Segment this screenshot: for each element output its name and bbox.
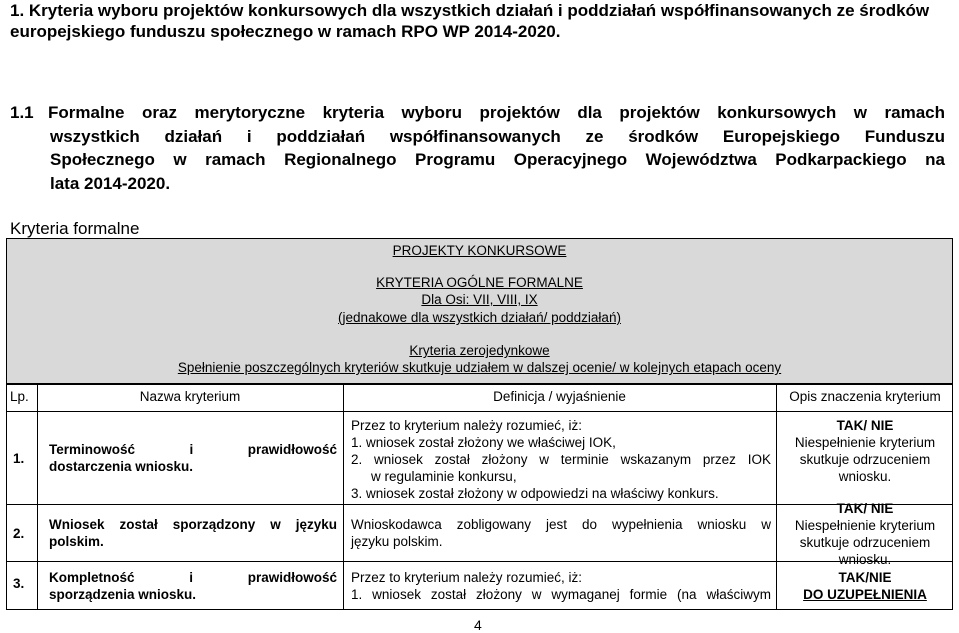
grey-line-6: Spełnienie poszczególnych kryteriów skutkuje udziałem w dalszej ocenie/ w kolejnych etapach oceny — [177, 360, 782, 375]
row-1-description: TAK/ NIE Niespełnienie kryterium skutkuje odrzuceniem wniosku. — [794, 418, 936, 484]
subsection-line-4: lata 2014-2020. — [50, 173, 171, 193]
grey-line-2: KRYTERIA OGÓLNE FORMALNE — [376, 275, 583, 290]
row-1-lp: 1. — [13, 451, 25, 466]
row-1-definition: Przez to kryterium należy rozumieć, iż: 1. wniosek został złożony we właściwej IOK, 2. wniosek został złożony w terminie wskazanym przez IOK w regulaminie konkursu, 3. wniosek został złożony w odpowiedzi na właściwy konkurs. — [351, 418, 771, 501]
subsection-heading — [10, 101, 945, 195]
row-2-description: TAK/ NIE Niespełnienie kryterium skutkuje odrzuceniem wniosku. — [794, 501, 936, 567]
row-3-description: TAK/NIE DO UZUPEŁNIENIA — [803, 570, 927, 602]
row-2-name: Wniosek został sporządzony w języku polskim. — [49, 517, 337, 549]
subsection-line-1: Formalne oraz merytoryczne kryteria wyboru projektów dla projektów konkursowych w ramach — [48, 103, 945, 122]
header-definition: Definicja / wyjaśnienie — [493, 389, 626, 404]
subsection-line-2: wszystkich działań i poddziałań współfinansowanych ze środków Europejskiego Funduszu — [50, 126, 945, 146]
header-description: Opis znaczenia kryterium — [789, 389, 941, 404]
row-2-definition: Wnioskodawca zobligowany jest do wypełnienia wniosku w języku polskim. — [351, 517, 771, 549]
subsection-line-3: Społecznego w ramach Regionalnego Programu Operacyjnego Województwa Podkarpackiego na — [50, 150, 945, 169]
criteria-table — [6, 384, 953, 610]
header-lp: Lp. — [10, 389, 29, 404]
row-3-lp: 3. — [13, 576, 25, 591]
row-1-name: Terminowość i prawidłowość dostarczenia wniosku. — [49, 442, 337, 474]
section-title: Kryteria formalne — [10, 219, 140, 238]
grey-line-3: Dla Osi: VII, VIII, IX — [421, 292, 538, 307]
main-heading: 1. Kryteria wyboru projektów konkursowych dla wszystkich działań i poddziałań współfinansowanych ze środków europejskiego funduszu społecznego w ramach RPO WP 2014-2020. — [10, 1, 930, 41]
row-2-lp: 2. — [13, 526, 25, 541]
row-3-definition: Przez to kryterium należy rozumieć, iż: 1. wniosek został złożony w wymaganej formie (na właściwym — [351, 570, 771, 602]
header-name: Nazwa kryterium — [139, 389, 241, 404]
grey-line-5: Kryteria zerojedynkowe — [409, 343, 550, 358]
subsection-number: 1.1 — [10, 103, 34, 122]
criteria-header-box — [6, 238, 953, 384]
grey-line-1: PROJEKTY KONKURSOWE — [392, 243, 567, 258]
row-3-name: Kompletność i prawidłowość sporządzenia wniosku. — [49, 570, 337, 602]
page-number: 4 — [474, 617, 482, 633]
grey-line-4: (jednakowe dla wszystkich działań/ poddziałań) — [338, 310, 621, 325]
